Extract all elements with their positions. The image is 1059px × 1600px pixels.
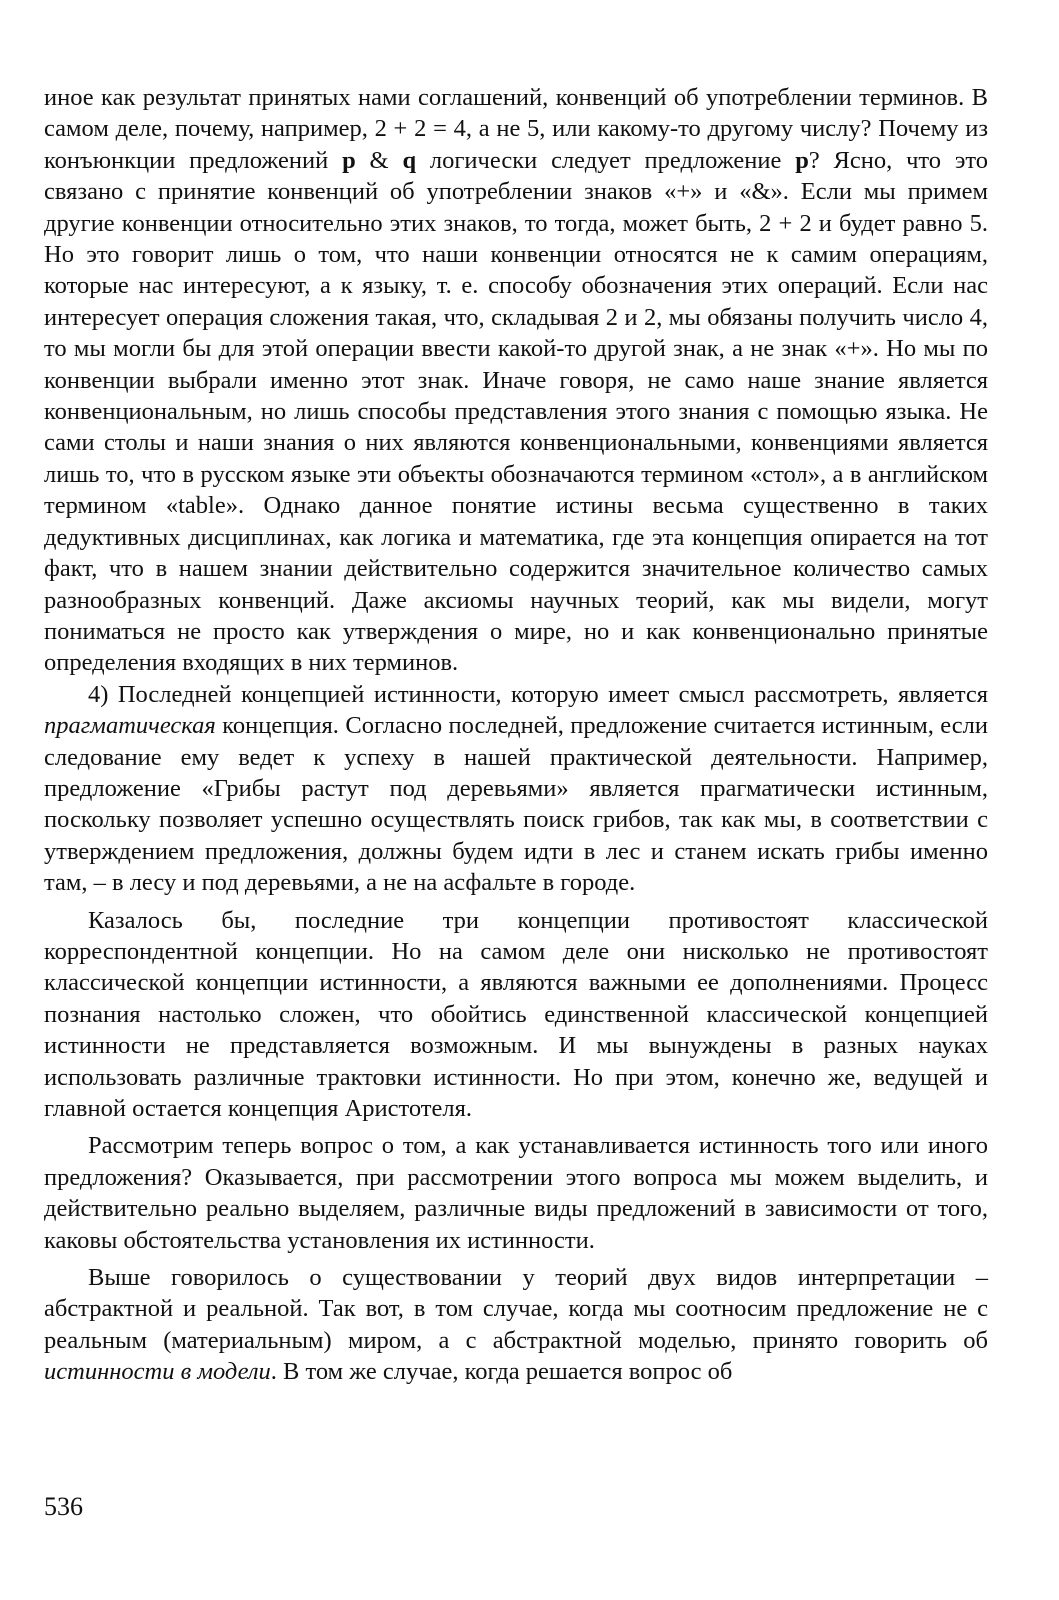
text-segment: 4) Последней концепцией истинности, которую имеет смысл рассмотреть, является [88,680,988,708]
text-segment: Выше говорилось о существовании у теорий двух видов интерпретации – абстрактной и реальной. Так вот, в том случае, когда мы соотносим предложение не с реальным (материальным) миром, а с абстрактной моделью, принято говорить об [44,1264,988,1354]
text-segment: иное как результат принятых нами соглашений, конвенций об употреблении терминов. В самом деле, почему, например, 2 + 2 = 4, а не 5, или какому-то другому числу? Почему из конъюнкции предложений [44,84,988,174]
paragraph-5 [44,1262,988,1388]
text-segment: логически следует предложение [416,146,796,174]
text-segment: Рассмотрим теперь вопрос о том, а как устанавливается истинность того или иного предложения? Оказывается, при рассмотрении этого вопроса мы можем выделить, и действительно реально выделяем, различные виды предложений в зависимости от того, каковы обстоятельства установления их истинности. [44,1132,988,1254]
text-segment: Казалось бы, последние три концепции противостоят классической корреспондентной концепции. Но на самом деле они нисколько не противостоят классической концепции истинности, а являются важными ее дополнениями. Процесс познания настолько сложен, что обойтись единственной классической концепцией истинности не представляется возможным. И мы вынуждены в разных науках использовать различные трактовки истинности. Но при этом, конечно же, ведущей и главной остается концепция Аристотеля. [44,906,988,1122]
text-segment-bold: q [402,146,417,174]
page-number: 536 [44,1492,83,1521]
text-segment-italic: истинности в модели [44,1358,271,1386]
text-segment-bold: p [795,146,809,174]
text-segment-bold: p [342,146,356,174]
text-segment: концепция. Согласно последней, предложение считается истинным, если следование ему ведет к успеху в нашей практической деятельности. Например, предложение «Грибы растут под деревьями» является прагматически истинным, поскольку позволяет успешно осуществлять поиск грибов, так как мы, в соответствии с утверждением предложения, должны будем идти в лес и станем искать грибы именно там, – в лесу и под деревьями, а не на асфальте в городе. [44,712,988,897]
text-segment: ? Ясно, что это связано с принятие конвенций об употреблении знаков «+» и «&». Если мы примем другие конвенции относительно этих знаков, то тогда, может быть, 2 + 2 и будет равно 5. Но это говорит лишь о том, что наши конвенции относятся не к самим операциям, которые нас интересуют, а к языку, т. е. способу обозначения этих операций. Если нас интересует операция сложения такая, что, складывая 2 и 2, мы обязаны получить число 4, то мы могли бы для этой операции ввести какой-то другой знак, а не знак «+». Но мы по конвенции выбрали именно этот знак. Иначе говоря, не само наше знание является конвенциональным, но лишь способы представления этого знания с помощью языка. Не сами столы и наши знания о них являются конвенциональными, конвенциями является лишь то, что в русском языке эти объекты обозначаются термином «стол», а в английском термином «table». Однако данное понятие истины весьма существенно в таких дедуктивных дисциплинах, как логика и математика, где эта концепция опирается на тот факт, что в нашем знании действительно содержится значительное количество самых разнообразных конвенций. Даже аксиомы научных теорий, как мы видели, могут пониматься не просто как утверждения о мире, но и как конвенционально принятые определения входящих в них терминов. [44,146,989,677]
text-segment: & [355,146,403,174]
page-body [44,82,988,1388]
paragraph-1 [44,82,988,679]
text-segment: . В том же случае, когда решается вопрос об [270,1358,733,1386]
paragraph-2 [44,679,988,899]
paragraph-4 [44,1130,988,1256]
text-segment-italic: прагматическая [44,712,216,740]
paragraph-3 [44,905,988,1125]
